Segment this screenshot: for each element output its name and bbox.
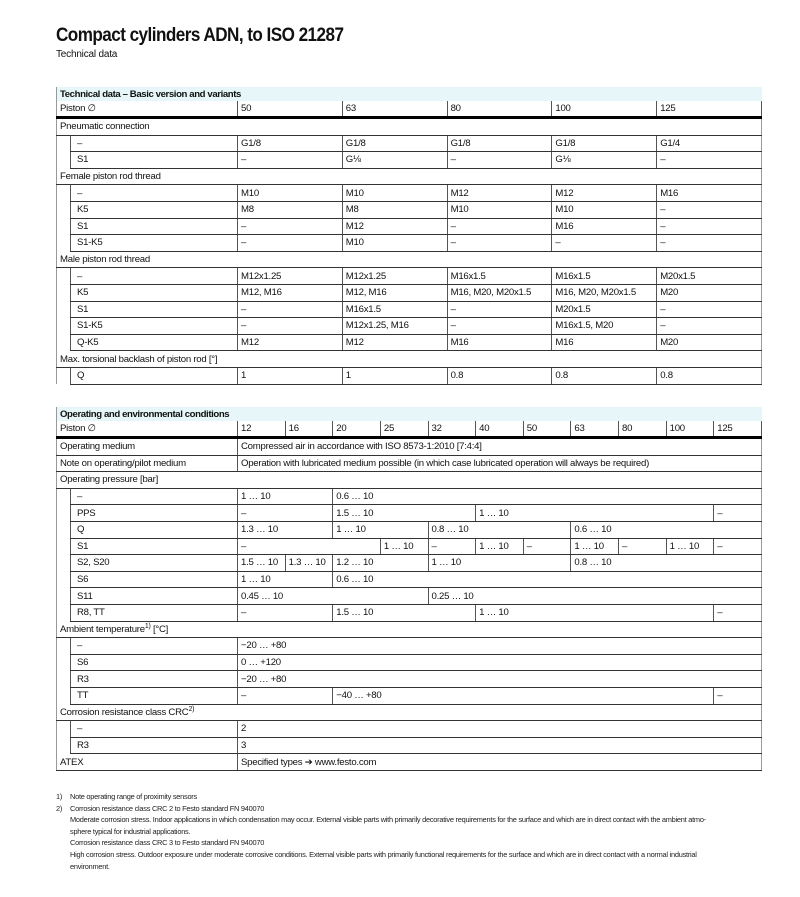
- table-row: [57, 588, 762, 605]
- variant-label: S6: [71, 654, 238, 671]
- group-row: [57, 168, 762, 185]
- indent-spacer: [57, 488, 71, 505]
- indent-spacer: [57, 268, 71, 285]
- value-cell: G⅛: [342, 152, 447, 169]
- value-cell: 0.45 … 10: [238, 588, 429, 605]
- variant-label: PPS: [71, 505, 238, 522]
- value-cell: M12x1.25: [342, 268, 447, 285]
- table-row: [57, 284, 762, 301]
- indent-spacer: [57, 555, 71, 572]
- value-cell: M16, M20, M20x1.5: [447, 284, 552, 301]
- footnote-line: [56, 791, 706, 803]
- piston-size: 80: [447, 101, 552, 118]
- variant-label: –: [71, 135, 238, 152]
- value-cell: M16: [657, 185, 762, 202]
- variant-label: S2, S20: [71, 555, 238, 572]
- table-row: [57, 538, 762, 555]
- table-row: [57, 268, 762, 285]
- footnotes: [56, 791, 706, 872]
- table-row: [57, 218, 762, 235]
- value-cell: 1 … 10: [238, 488, 333, 505]
- piston-size: 32: [428, 421, 476, 438]
- piston-size: 63: [342, 101, 447, 118]
- value-cell: M8: [342, 201, 447, 218]
- value-cell: −20 … +80: [238, 671, 762, 688]
- value-cell: M12, M16: [342, 284, 447, 301]
- value-cell: M10: [342, 185, 447, 202]
- table-row: [57, 555, 762, 572]
- footnote-line: [56, 803, 706, 815]
- value-cell: –: [238, 538, 381, 555]
- footnote-number: [56, 814, 70, 826]
- value-cell: G1/8: [238, 135, 343, 152]
- value-cell: −40 … +80: [333, 687, 714, 704]
- value-cell: G1/8: [447, 135, 552, 152]
- footnote-ref: 2): [188, 706, 195, 714]
- piston-size: 100: [552, 101, 657, 118]
- value-cell: 0.25 … 10: [428, 588, 762, 605]
- value-cell: –: [657, 218, 762, 235]
- value-cell: 1 … 10: [380, 538, 428, 555]
- table-row: [57, 687, 762, 704]
- variant-label: R3: [71, 737, 238, 754]
- value-cell: M16: [447, 334, 552, 351]
- value-cell: –: [238, 218, 343, 235]
- value-cell: M12: [447, 185, 552, 202]
- variant-label: –: [71, 721, 238, 738]
- value-cell: M20x1.5: [552, 301, 657, 318]
- footnote-text: Note operating range of proximity sensors: [70, 792, 197, 801]
- table-row: [57, 604, 762, 621]
- variant-label: S6: [71, 571, 238, 588]
- footnote-number: 2): [56, 803, 63, 813]
- value-cell: –: [238, 301, 343, 318]
- table-row: [57, 571, 762, 588]
- table-title: Technical data – Basic version and variants: [57, 87, 762, 101]
- value-cell: Operation with lubricated medium possible (in which case lubricated operation will always be required): [238, 455, 762, 472]
- variant-label: S11: [71, 588, 238, 605]
- variant-label: S1: [71, 538, 238, 555]
- table-title: Operating and environmental conditions: [57, 407, 762, 421]
- footnote-ref: 1): [144, 623, 151, 631]
- table-row: [57, 318, 762, 335]
- value-cell: –: [447, 218, 552, 235]
- footnote-line: [56, 849, 706, 861]
- indent-spacer: [57, 654, 71, 671]
- value-cell: M12, M16: [238, 284, 343, 301]
- group-row: [57, 621, 762, 638]
- value-cell: 0.8 … 10: [571, 555, 762, 572]
- value-cell: G1/8: [552, 135, 657, 152]
- value-cell: M20x1.5: [657, 268, 762, 285]
- indent-spacer: [57, 334, 71, 351]
- indent-spacer: [57, 687, 71, 704]
- indent-spacer: [57, 671, 71, 688]
- value-cell: 1.3 … 10: [285, 555, 333, 572]
- value-cell: 1 … 10: [666, 538, 714, 555]
- value-cell: 1 … 10: [476, 604, 714, 621]
- value-cell: –: [238, 152, 343, 169]
- table-row: [57, 334, 762, 351]
- value-cell: –: [238, 687, 333, 704]
- piston-size: 16: [285, 421, 333, 438]
- value-cell: M16: [552, 334, 657, 351]
- value-cell: 1 … 10: [428, 555, 571, 572]
- group-text: Female piston rod thread: [60, 171, 161, 183]
- value-cell: M12: [342, 334, 447, 351]
- value-cell: −20 … +80: [238, 638, 762, 655]
- footnote-line: [56, 826, 706, 838]
- group-text: Corrosion resistance class CRC: [60, 707, 189, 719]
- footnote-text: Corrosion resistance class CRC 2 to Festo standard FN 940070: [70, 803, 265, 813]
- table-row: [57, 301, 762, 318]
- value-cell: M16x1.5: [447, 268, 552, 285]
- value-cell: –: [714, 505, 762, 522]
- value-cell: –: [447, 301, 552, 318]
- value-cell: G1/8: [342, 135, 447, 152]
- value-cell: M16: [552, 218, 657, 235]
- row-label: Operating medium: [57, 438, 238, 456]
- table-row: [57, 654, 762, 671]
- table-row: [57, 488, 762, 505]
- value-cell: –: [238, 604, 333, 621]
- group-label: [57, 351, 762, 368]
- indent-spacer: [57, 571, 71, 588]
- value-cell: –: [657, 301, 762, 318]
- piston-size: 12: [238, 421, 286, 438]
- piston-size: 125: [657, 101, 762, 118]
- variant-label: S1-K5: [71, 235, 238, 252]
- table-row: [57, 367, 762, 384]
- value-cell: –: [238, 505, 333, 522]
- piston-size: 100: [666, 421, 714, 438]
- variant-label: TT: [71, 687, 238, 704]
- value-cell: M16, M20, M20x1.5: [552, 284, 657, 301]
- value-cell: –: [619, 538, 667, 555]
- table-row: [57, 235, 762, 252]
- group-text: Ambient temperature: [60, 624, 145, 636]
- value-cell: M12: [552, 185, 657, 202]
- value-cell: 1.2 … 10: [333, 555, 428, 572]
- footnote-number: [56, 826, 70, 838]
- footnote-text: Corrosion resistance class CRC 3 to Festo standard FN 940070: [70, 838, 265, 848]
- indent-spacer: [57, 604, 71, 621]
- value-cell: 0.6 … 10: [333, 571, 762, 588]
- table-row: [57, 152, 762, 169]
- indent-spacer: [57, 235, 71, 252]
- piston-label: Piston ∅: [57, 421, 238, 438]
- value-cell: –: [428, 538, 476, 555]
- operating-conditions-table: [56, 407, 762, 771]
- value-cell: 1 … 10: [333, 521, 428, 538]
- table-row: [57, 638, 762, 655]
- value-cell: 1 … 10: [238, 571, 333, 588]
- piston-size: 50: [523, 421, 571, 438]
- group-label: [57, 621, 762, 638]
- value-cell: 1: [238, 367, 343, 384]
- page-title: Compact cylinders ADN, to ISO 21287: [56, 25, 344, 46]
- value-cell: 0.6 … 10: [571, 521, 762, 538]
- indent-spacer: [57, 538, 71, 555]
- piston-size: 20: [333, 421, 381, 438]
- group-text: Male piston rod thread: [60, 254, 150, 266]
- variant-label: R3: [71, 671, 238, 688]
- footnote-line: [56, 814, 706, 826]
- indent-spacer: [57, 185, 71, 202]
- footnote-number: 1): [56, 792, 63, 801]
- group-row: [57, 118, 762, 136]
- table-row: [57, 754, 762, 771]
- piston-label: Piston ∅: [57, 101, 238, 118]
- value-cell: M16x1.5, M20: [552, 318, 657, 335]
- group-text: Operating pressure [bar]: [60, 474, 158, 486]
- footnote-text: sphere typical for industrial applications.: [70, 826, 191, 836]
- value-cell: M20: [657, 284, 762, 301]
- variant-label: Q: [71, 521, 238, 538]
- indent-spacer: [57, 284, 71, 301]
- page-subtitle: Technical data: [56, 49, 118, 60]
- variant-label: –: [71, 185, 238, 202]
- technical-data-table: [56, 87, 762, 385]
- group-row: [57, 251, 762, 268]
- group-label: [57, 251, 762, 268]
- table-row: [57, 135, 762, 152]
- variant-label: S1: [71, 218, 238, 235]
- table-row: [57, 721, 762, 738]
- value-cell: 1.5 … 10: [333, 604, 476, 621]
- indent-spacer: [57, 638, 71, 655]
- footnote-text: High corrosion stress. Outdoor exposure under moderate corrosive conditions. External visible parts with primarily functional requirements for the surface and which are in direct contact with a normal industrial: [70, 849, 697, 859]
- indent-spacer: [57, 218, 71, 235]
- value-cell: 1 … 10: [476, 538, 524, 555]
- value-cell: 0.8: [447, 367, 552, 384]
- table-row: [57, 671, 762, 688]
- value-cell: –: [447, 318, 552, 335]
- footnote-text: environment.: [70, 861, 110, 871]
- table-row: [57, 505, 762, 522]
- variant-label: –: [71, 638, 238, 655]
- piston-header-row: [57, 101, 762, 118]
- value-cell: –: [657, 318, 762, 335]
- value-cell: 0.8 … 10: [428, 521, 571, 538]
- indent-spacer: [57, 318, 71, 335]
- piston-size: 63: [571, 421, 619, 438]
- piston-header-row: [57, 421, 762, 438]
- variant-label: –: [71, 268, 238, 285]
- value-cell: M20: [657, 334, 762, 351]
- indent-spacer: [57, 521, 71, 538]
- value-cell: Compressed air in accordance with ISO 8573-1:2010 [7:4:4]: [238, 438, 762, 456]
- value-cell: –: [238, 318, 343, 335]
- table-row: [57, 201, 762, 218]
- row-label: ATEX: [57, 754, 238, 771]
- value-cell: –: [657, 201, 762, 218]
- group-row: [57, 351, 762, 368]
- indent-spacer: [57, 152, 71, 169]
- piston-size: 125: [714, 421, 762, 438]
- footnote-number: [56, 861, 70, 873]
- table-row: [57, 438, 762, 456]
- group-unit: [°C]: [150, 624, 169, 636]
- variant-label: K5: [71, 284, 238, 301]
- indent-spacer: [57, 505, 71, 522]
- value-cell: M16x1.5: [342, 301, 447, 318]
- value-cell: M8: [238, 201, 343, 218]
- group-row: [57, 704, 762, 721]
- piston-size: 40: [476, 421, 524, 438]
- group-label: [57, 168, 762, 185]
- value-cell: –: [523, 538, 571, 555]
- indent-spacer: [57, 721, 71, 738]
- variant-label: S1: [71, 152, 238, 169]
- value-cell: G1/4: [657, 135, 762, 152]
- value-cell: M16x1.5: [552, 268, 657, 285]
- value-cell: M12x1.25: [238, 268, 343, 285]
- value-cell: –: [657, 152, 762, 169]
- footnote-line: [56, 861, 706, 873]
- variant-label: –: [71, 488, 238, 505]
- value-cell: 0.8: [552, 367, 657, 384]
- value-cell: M12x1.25, M16: [342, 318, 447, 335]
- table-title-row: [57, 407, 762, 421]
- table-row: [57, 521, 762, 538]
- group-text: Pneumatic connection: [60, 121, 150, 133]
- value-cell: 1.5 … 10: [238, 555, 286, 572]
- value-cell: 3: [238, 737, 762, 754]
- value-cell: 1 … 10: [476, 505, 714, 522]
- group-label: [57, 704, 762, 721]
- indent-spacer: [57, 737, 71, 754]
- footnote-number: [56, 837, 70, 849]
- indent-spacer: [57, 135, 71, 152]
- value-cell: G⅛: [552, 152, 657, 169]
- indent-spacer: [57, 201, 71, 218]
- value-cell: 0.8: [657, 367, 762, 384]
- group-text: Max. torsional backlash of piston rod [°]: [60, 353, 218, 365]
- variant-label: Q-K5: [71, 334, 238, 351]
- value-cell: 2: [238, 721, 762, 738]
- table-title-row: [57, 87, 762, 101]
- table-row: [57, 455, 762, 472]
- value-cell: 0.6 … 10: [333, 488, 762, 505]
- indent-spacer: [57, 588, 71, 605]
- value-cell: –: [657, 235, 762, 252]
- variant-label: S1: [71, 301, 238, 318]
- value-cell: –: [447, 152, 552, 169]
- footnote-number: [56, 849, 70, 861]
- value-cell: M10: [447, 201, 552, 218]
- footnote-line: [56, 837, 706, 849]
- value-cell: –: [447, 235, 552, 252]
- group-label: [57, 472, 762, 489]
- piston-size: 80: [619, 421, 667, 438]
- variant-label: R8, TT: [71, 604, 238, 621]
- table-row: [57, 737, 762, 754]
- value-cell: 1: [342, 367, 447, 384]
- value-cell: 1.3 … 10: [238, 521, 333, 538]
- value-cell: M10: [342, 235, 447, 252]
- value-cell: –: [238, 235, 343, 252]
- variant-label: K5: [71, 201, 238, 218]
- value-cell: –: [552, 235, 657, 252]
- value-cell: –: [714, 604, 762, 621]
- value-cell: M12: [238, 334, 343, 351]
- footnote-text: Moderate corrosion stress. Indoor applications in which condensation may occur. External visible parts with primarily decorative requirements for the surface and which are in direct contact with the ambient atmo-: [70, 815, 706, 825]
- group-row: [57, 472, 762, 489]
- table-row: [57, 185, 762, 202]
- indent-spacer: [57, 367, 71, 384]
- piston-size: 25: [380, 421, 428, 438]
- variant-label: Q: [71, 367, 238, 384]
- value-cell: M10: [552, 201, 657, 218]
- piston-size: 50: [238, 101, 343, 118]
- value-cell: Specified types ➔ www.festo.com: [238, 754, 762, 771]
- row-label: Note on operating/pilot medium: [57, 455, 238, 472]
- value-cell: 0 … +120: [238, 654, 762, 671]
- value-cell: 1.5 … 10: [333, 505, 476, 522]
- value-cell: M10: [238, 185, 343, 202]
- group-label: [57, 118, 762, 136]
- indent-spacer: [57, 301, 71, 318]
- value-cell: –: [714, 538, 762, 555]
- variant-label: S1-K5: [71, 318, 238, 335]
- value-cell: M12: [342, 218, 447, 235]
- value-cell: 1 … 10: [571, 538, 619, 555]
- value-cell: –: [714, 687, 762, 704]
